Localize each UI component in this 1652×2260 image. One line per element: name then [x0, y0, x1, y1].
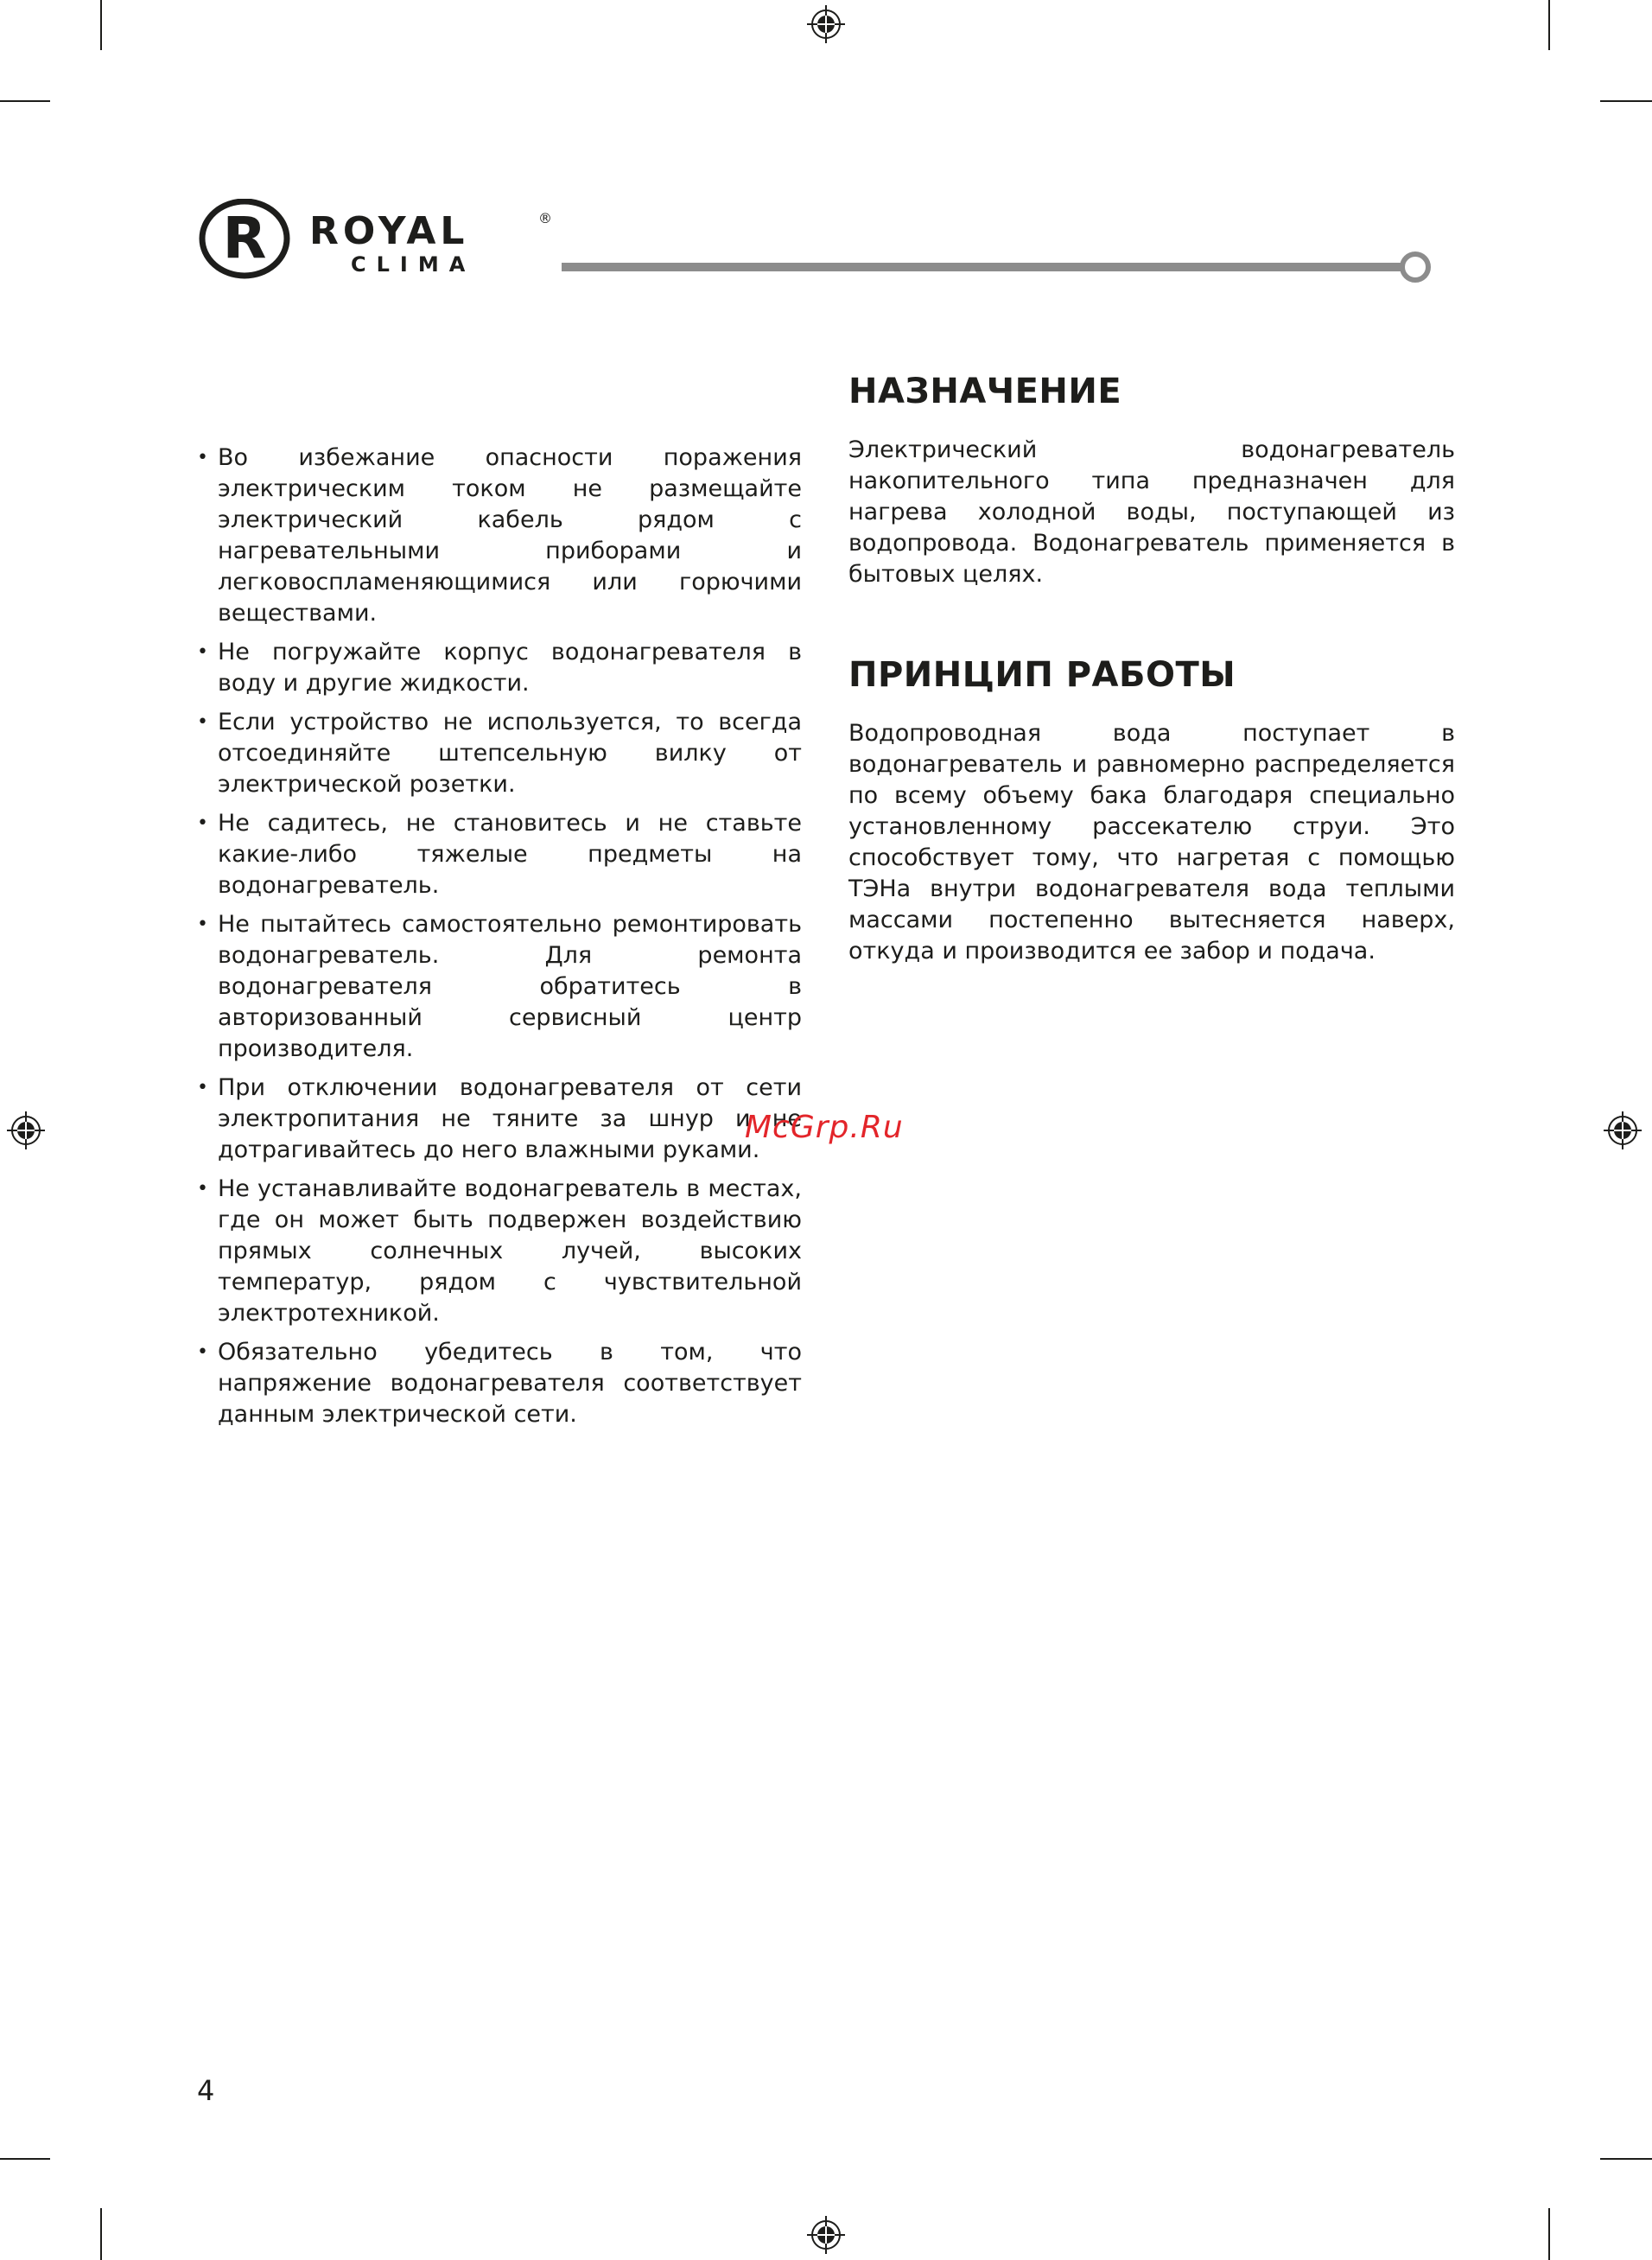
list-item: • Если устройство не используется, то всегда отсоединяйте штепсельную вилку от электрической розетки.: [197, 709, 802, 798]
bullet-icon: •: [197, 914, 208, 935]
bullet-icon: •: [197, 711, 208, 733]
crop-mark: [0, 2158, 50, 2160]
section-body-purpose: Электрический водонагреватель накопительного типа предназначен для нагрева холодной воды, поступающей из водопровода. Водонагреватель применяется в бытовых целях.: [848, 436, 1455, 588]
crop-mark: [1548, 2208, 1550, 2260]
logo-name-top: ROYAL: [309, 209, 469, 253]
crop-mark: [1600, 100, 1652, 102]
bullet-icon: •: [197, 812, 208, 834]
royal-clima-logo: [197, 199, 560, 285]
registration-mark-icon: [7, 1111, 45, 1149]
section-body-operation: Водопроводная вода поступает в водонагреватель и равномерно распределяется по всему объему бака благодаря специально установленному рассекателю струи. Это способствует тому, что нагретая с помощью ТЭНа внутри водонагревателя вода теплыми массами постепенно вытесняется наверх, откуда и производится ее забор и подача.: [848, 720, 1455, 964]
watermark: McGrp.Ru: [745, 1110, 904, 1145]
registration-mark-icon: [807, 5, 845, 43]
registration-mark-icon: [807, 2216, 845, 2254]
list-item: • Обязательно убедитесь в том, что напряжение водонагревателя соответствует данным электрической сети.: [197, 1339, 802, 1428]
bullet-icon: •: [197, 447, 208, 468]
header-rule: [562, 261, 1426, 273]
logo-registered-mark: ®: [538, 210, 552, 226]
logo-name-bottom: CLIMA: [351, 252, 476, 277]
list-item: • Не пытайтесь самостоятельно ремонтировать водонагреватель. Для ремонта водонагревателя обратитесь в авторизованный сервисный центр производителя.: [197, 911, 802, 1062]
bullet-icon: •: [197, 641, 208, 663]
list-item: • Во избежание опасности поражения электрическим током не размещайте электрический кабель рядом с нагревательными приборами и легковоспламеняющимися или горючими веществами.: [197, 444, 802, 627]
bullet-icon: •: [197, 1077, 208, 1098]
logo-letter: R: [222, 205, 267, 271]
registration-mark-icon: [1604, 1111, 1642, 1149]
list-item: • Не устанавливайте водонагреватель в местах, где он может быть подвержен воздействию прямых солнечных лучей, высоких температур, рядом с чувствительной электротехникой.: [197, 1175, 802, 1327]
section-title-purpose: НАЗНАЧЕНИЕ: [848, 372, 1122, 411]
list-item: • Не погружайте корпус водонагревателя в воду и другие жидкости.: [197, 639, 802, 697]
crop-mark: [100, 2208, 102, 2260]
crop-mark: [0, 100, 50, 102]
bullet-icon: •: [197, 1341, 208, 1363]
crop-mark: [1600, 2158, 1652, 2160]
description-column: [848, 367, 1455, 967]
section-title-operation: ПРИНЦИП РАБОТЫ: [848, 655, 1236, 695]
safety-instructions: [197, 442, 802, 1438]
list-item: • Не садитесь, не становитесь и не ставьте какие-либо тяжелые предметы на водонагреватель.: [197, 810, 802, 899]
crop-mark: [100, 0, 102, 50]
bullet-list: [197, 442, 802, 1430]
crop-mark: [1548, 0, 1550, 50]
list-item: • При отключении водонагревателя от сети электропитания не тяните за шнур и не дотрагивайтесь до него влажными руками.: [197, 1074, 802, 1163]
bullet-icon: •: [197, 1178, 208, 1200]
page-number: 4: [197, 2074, 215, 2107]
